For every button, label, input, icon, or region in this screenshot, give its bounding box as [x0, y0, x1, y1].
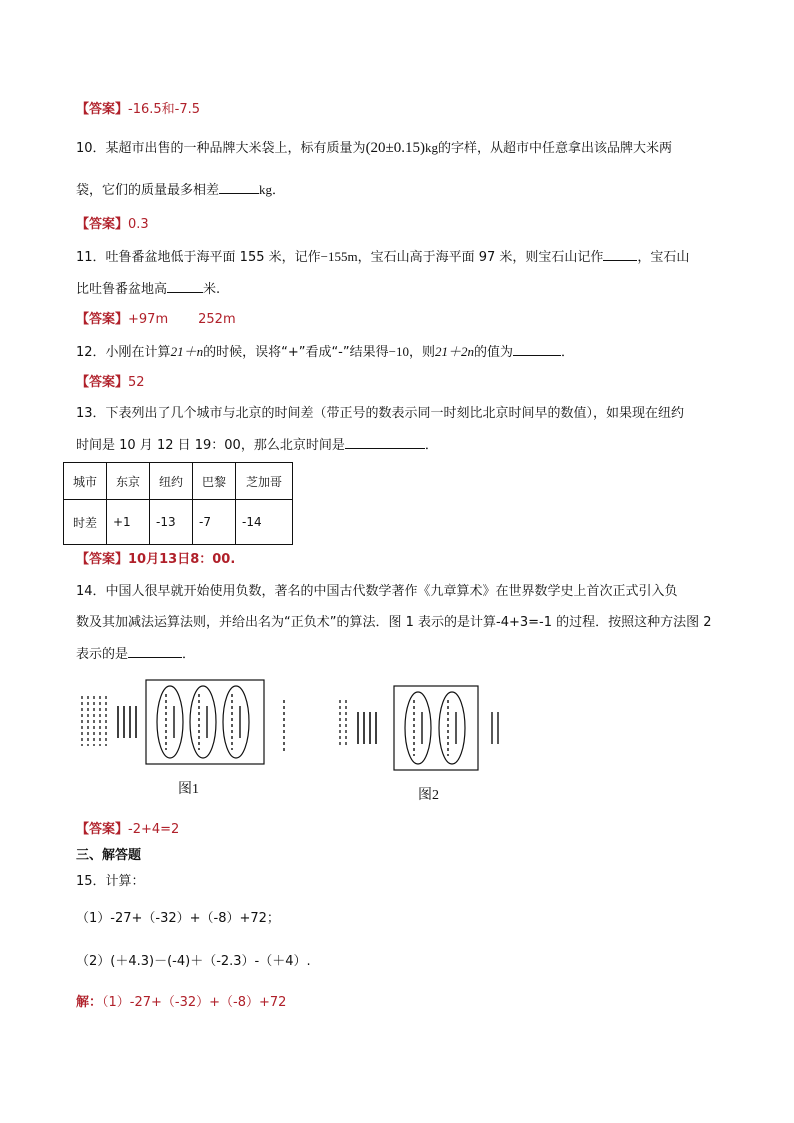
table-cell: 纽约 — [150, 463, 193, 500]
answer-tag: 【答案】 — [76, 217, 129, 232]
q10-text-b: 的字样，从超市中任意拿出该品牌大米两 — [438, 141, 673, 156]
q13-text-b: 时间是 10 月 12 日 19：00，那么北京时间是 — [76, 438, 345, 453]
section-title: 三、解答题 — [76, 848, 142, 863]
q13-number: 13． — [76, 406, 106, 421]
q13-answer: 10月13日8：00. — [128, 552, 236, 567]
fig1-pair-3 — [223, 686, 249, 758]
q12-expr-a: 21＋n — [170, 344, 204, 359]
figure-1-label: 图1 — [178, 782, 199, 797]
figure-2-counting-rods — [330, 682, 520, 774]
q12-text-b: 的时候，误将“+”看成“-”结果得 — [203, 345, 389, 360]
q12-text-d: 的值为 — [473, 345, 513, 360]
q11-value: −155m — [320, 249, 358, 264]
answer-tag: 【答案】 — [76, 375, 129, 390]
q11-blank-1[interactable] — [603, 248, 637, 261]
fig2-positive-rods — [358, 712, 376, 744]
q12-number: 12． — [76, 345, 106, 360]
fig2-pair-2 — [439, 692, 465, 764]
q13-text-c: ． — [424, 438, 438, 453]
solution-label: 解： — [76, 995, 103, 1010]
answer-tag: 【答案】 — [76, 822, 129, 837]
q11-line1 — [76, 248, 689, 267]
q14-answer: -2+4=2 — [128, 822, 180, 837]
figure-2-label: 图2 — [418, 788, 439, 803]
q10-line1 — [76, 139, 672, 158]
fig1-box — [146, 680, 264, 764]
answer-tag: 【答案】 — [76, 312, 129, 327]
q13-line2 — [76, 436, 438, 455]
table-row — [64, 463, 293, 500]
fig2-pair-1 — [405, 692, 431, 764]
table-cell: 巴黎 — [193, 463, 236, 500]
q10-text-c: 袋，它们的质量最多相差 — [76, 183, 220, 198]
fig1-positive-rods — [118, 706, 136, 738]
q10-answer-line — [76, 216, 149, 234]
table-cell: -13 — [150, 500, 193, 545]
q12-answer: 52 — [128, 375, 145, 390]
q14-text-b: 数及其加减法运算法则，并给出名为“正负术”的算法．图 1 表示的是计算-4+3=-1 的过程．按照这种方法图 2 — [76, 615, 712, 630]
q10-answer: 0.3 — [128, 217, 149, 232]
q13-blank[interactable] — [345, 436, 425, 449]
table-row — [64, 500, 293, 545]
q14-line3 — [76, 645, 195, 664]
q11-text-d: 比吐鲁番盆地高 — [76, 282, 168, 297]
q14-answer-line — [76, 821, 179, 839]
q10-unit: kg — [425, 140, 439, 155]
q10-number: 10． — [76, 141, 106, 156]
q11-blank-2[interactable] — [167, 280, 203, 293]
q12-answer-line — [76, 374, 145, 392]
q11-text-e: 米. — [203, 282, 221, 297]
q14-text-a: 中国人很早就开始使用负数，著名的中国古代数学著作《九章算术》在世界数学史上首次正式引入负 — [105, 584, 678, 599]
q15-title: 计算： — [105, 874, 145, 889]
q11-text-b: ，宝石山高于海平面 97 米，则宝石山记作 — [357, 250, 604, 265]
q14-line2 — [76, 614, 712, 632]
q10-text-d: kg． — [259, 182, 286, 197]
table-cell: -7 — [193, 500, 236, 545]
q13-line1 — [76, 405, 684, 423]
q12-text-e: ． — [561, 345, 575, 360]
q12-expr-b: 21＋2n — [434, 344, 474, 359]
answer-tag: 【答案】 — [76, 102, 129, 117]
q15-number: 15． — [76, 874, 106, 889]
q9-answer-line — [76, 101, 200, 119]
q14-text-c: 表示的是 — [76, 647, 129, 662]
q12-value: −10 — [388, 344, 409, 359]
q11-answer-line — [76, 311, 236, 329]
q15-solution-line — [76, 994, 286, 1012]
q14-number: 14． — [76, 584, 106, 599]
table-cell: -14 — [236, 500, 293, 545]
q11-answer-a: +97m — [128, 312, 169, 327]
q12-blank[interactable] — [513, 343, 561, 356]
q10-line2 — [76, 181, 285, 200]
q11-number: 11． — [76, 250, 106, 265]
q12-text-c: ，则 — [408, 345, 435, 360]
q13-text-a: 下表列出了几个城市与北京的时间差（带正号的数表示同一时刻比北京时间早的数值），如果现在纽约 — [105, 406, 685, 421]
q14-text-d: ． — [182, 647, 196, 662]
answer-tag: 【答案】 — [76, 552, 129, 567]
q12-line1 — [76, 343, 574, 362]
q15-solution: （1）-27+（-32）+（-8）+72 — [102, 995, 287, 1010]
time-difference-table — [63, 462, 293, 545]
q11-text-a: 吐鲁番盆地低于海平面 155 米，记作 — [105, 250, 321, 265]
q13-answer-line — [76, 551, 235, 569]
q14-line1 — [76, 583, 678, 601]
q15-part1: （1）-27+（-32）+（-8）+72； — [76, 911, 280, 926]
q14-blank[interactable] — [128, 645, 182, 658]
q10-blank[interactable] — [219, 181, 259, 194]
table-cell: 时差 — [64, 500, 107, 545]
fig1-pair-1 — [157, 686, 183, 758]
q11-answer-b: 252m — [198, 312, 236, 327]
fig1-negative-rods — [82, 696, 106, 746]
fig1-pair-2 — [190, 686, 216, 758]
q10-formula: (20±0.15) — [365, 140, 426, 156]
q11-text-c: ，宝石山 — [637, 250, 690, 265]
table-cell: +1 — [107, 500, 150, 545]
q12-text-a: 小刚在计算 — [105, 345, 171, 360]
table-cell: 芝加哥 — [236, 463, 293, 500]
figure-1-counting-rods — [74, 676, 304, 768]
fig2-negative-rods — [340, 700, 346, 748]
q9-answer: -16.5和-7.5 — [128, 102, 201, 117]
q15-part2: （2）(＋4.3)－(-4)＋（-2.3）-（＋4）. — [76, 954, 311, 969]
q15-line1 — [76, 873, 145, 891]
q10-text-a: 某超市出售的一种品牌大米袋上，标有质量为 — [105, 141, 366, 156]
table-cell: 东京 — [107, 463, 150, 500]
q11-line2 — [76, 280, 220, 299]
table-cell: 城市 — [64, 463, 107, 500]
